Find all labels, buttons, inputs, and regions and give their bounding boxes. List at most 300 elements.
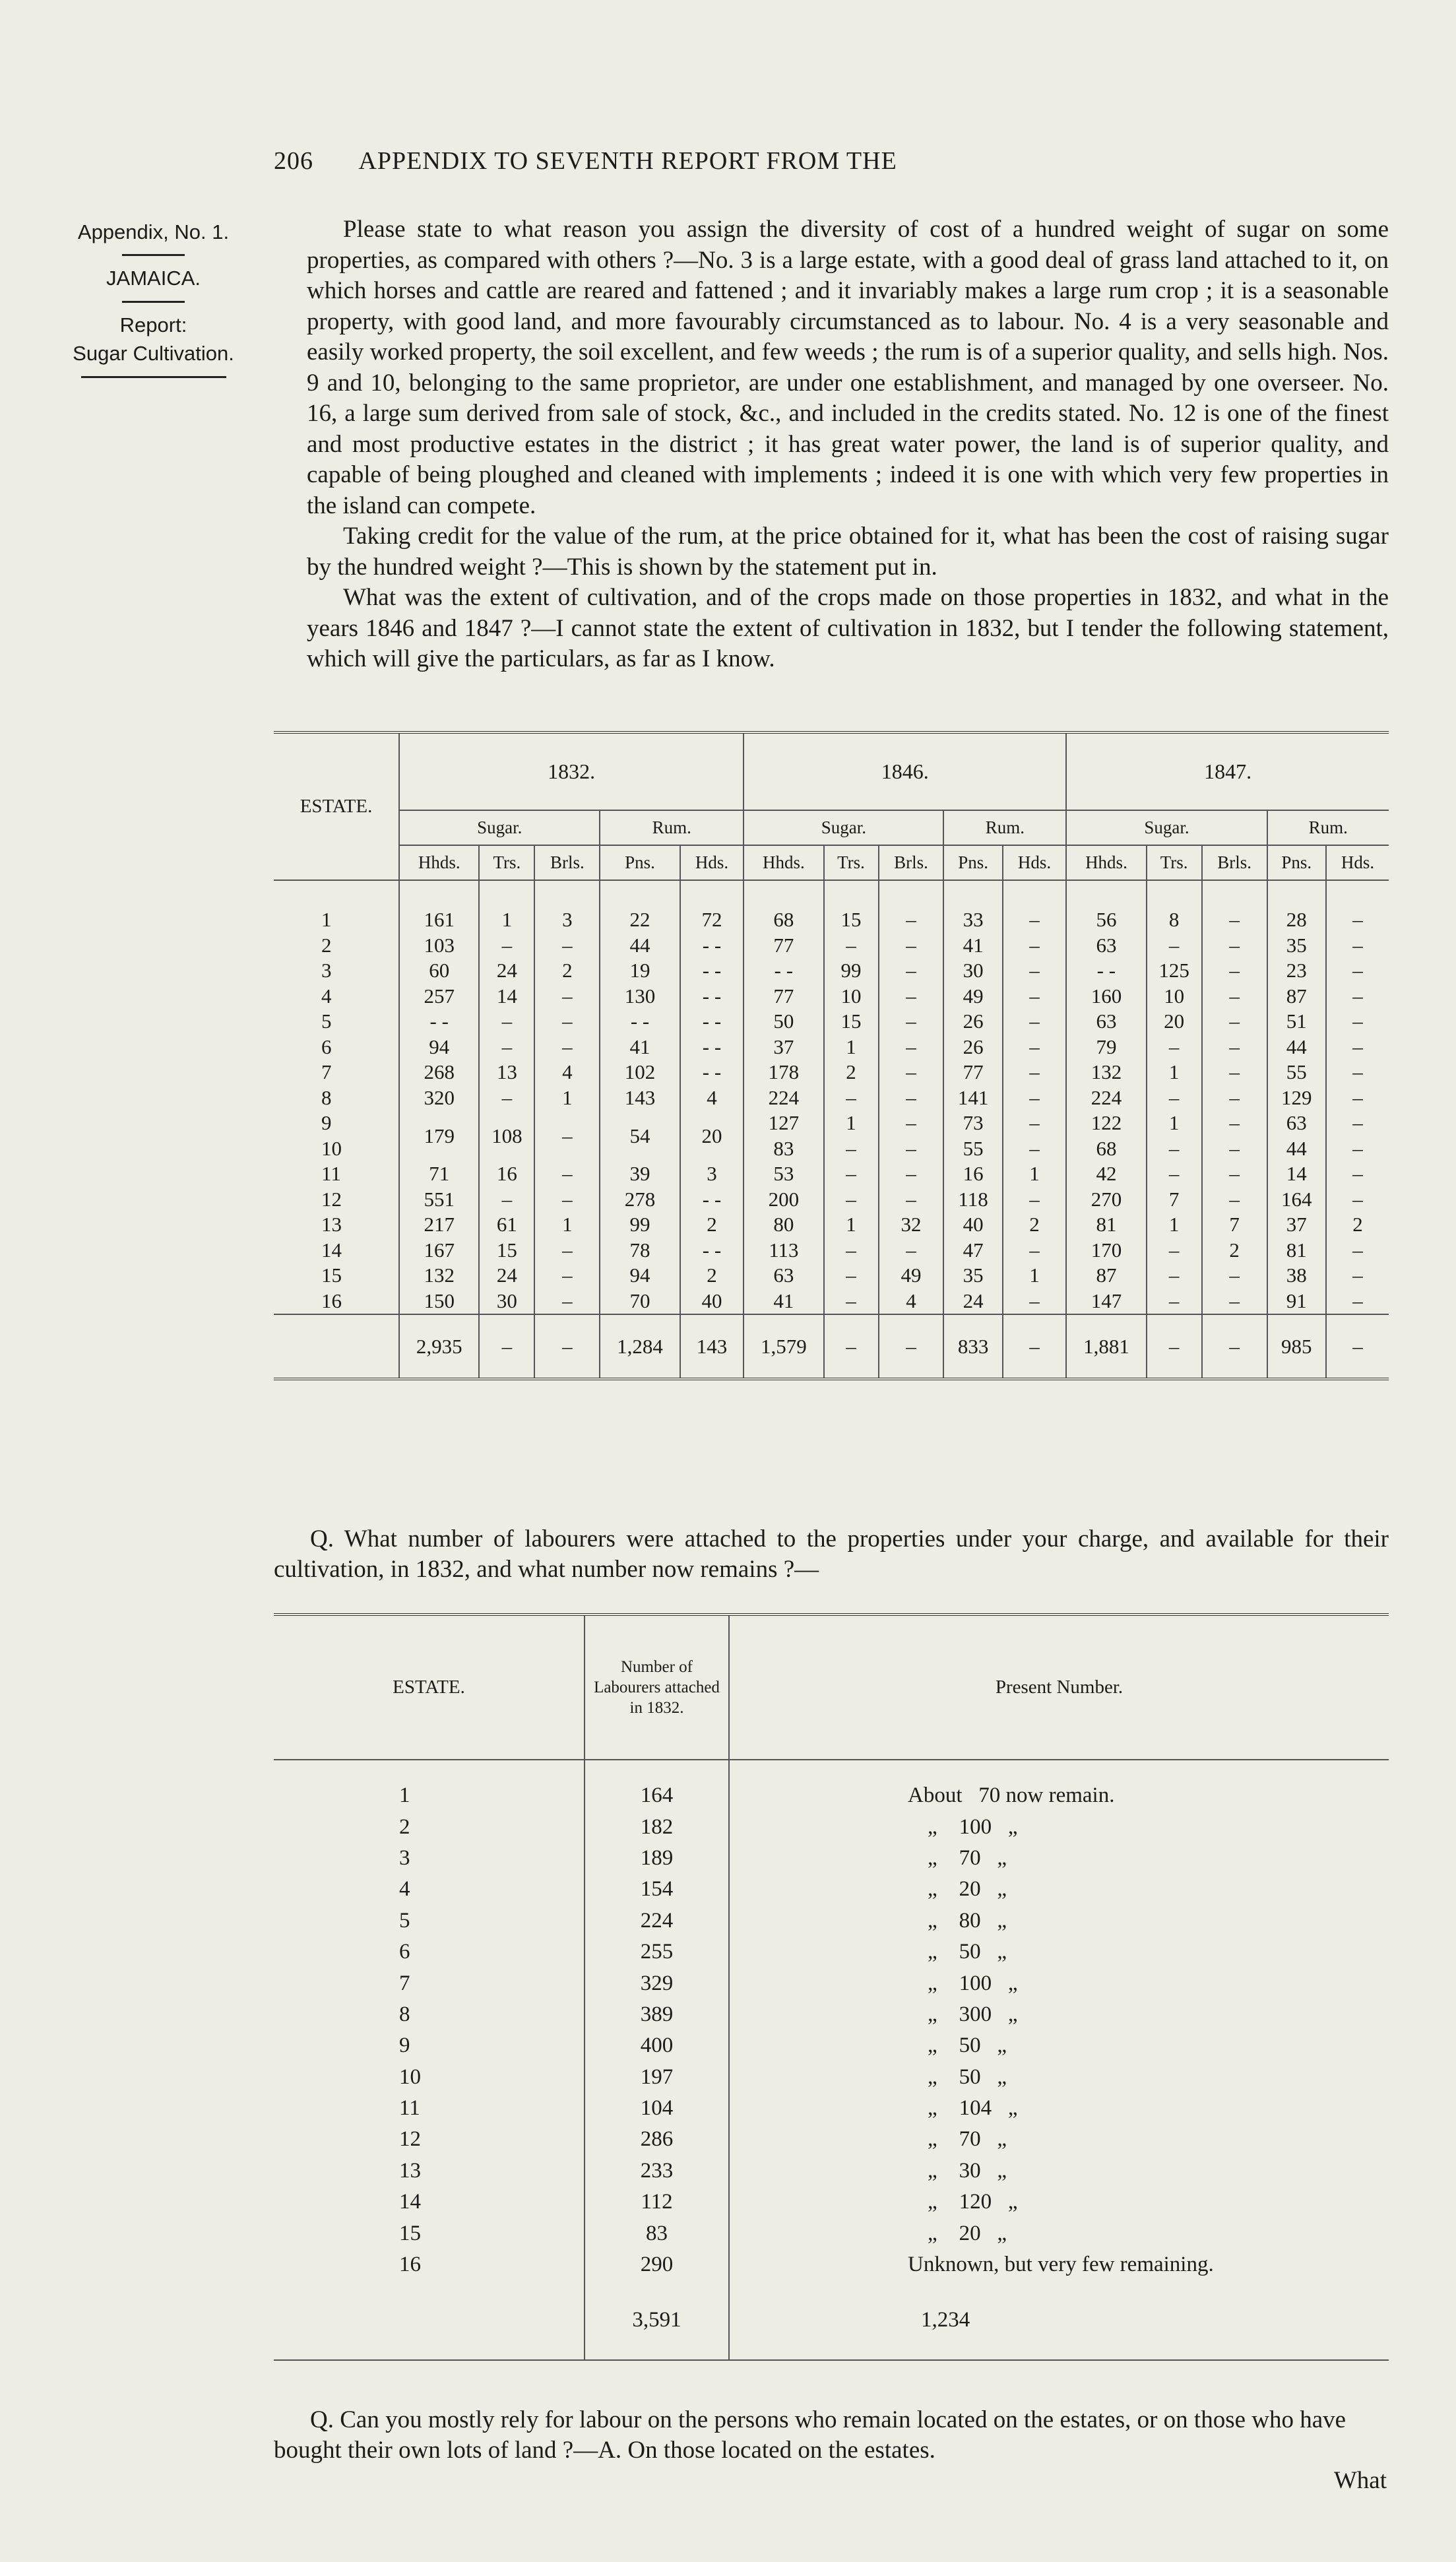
estate-number: 10 [399, 2065, 421, 2089]
crop-cell: 15 [824, 1009, 879, 1035]
crop-cell: – [1202, 1085, 1267, 1111]
labour-row [274, 2249, 1389, 2280]
crop-cell: 87 [1267, 984, 1326, 1009]
labourers-1832: 154 [585, 1874, 729, 1905]
crop-cell: 16 [943, 1161, 1002, 1187]
labourers-1832: 329 [585, 1968, 729, 1999]
labourers-1832: 233 [585, 2156, 729, 2187]
labour-row [274, 2218, 1389, 2249]
crop-cell: 1 [479, 880, 534, 933]
crop-cell: 147 [1066, 1289, 1146, 1315]
crop-cell: 44 [1267, 1035, 1326, 1060]
crop-total-cell: 2,935 [399, 1314, 479, 1379]
divider [81, 376, 226, 378]
present-number: About 70 now remain. [908, 1783, 1115, 1808]
crop-cell: – [824, 1289, 879, 1315]
estate-number: 13 [321, 1213, 342, 1236]
crop-cell: – [1147, 1263, 1202, 1289]
unit-header: Brls. [534, 845, 600, 880]
labour-row [274, 2156, 1389, 2187]
crop-row [274, 933, 1389, 959]
labour-row [274, 1811, 1389, 1842]
total-label [274, 2280, 585, 2360]
crop-cell: - - [680, 1035, 744, 1060]
topic-label: Sugar Cultivation. [73, 342, 234, 366]
crop-cell: – [1326, 1136, 1389, 1162]
crop-cell: 1 [534, 1085, 600, 1111]
crop-cell: 24 [479, 1263, 534, 1289]
crop-row [274, 1009, 1389, 1035]
question-reliance: Q. Can you mostly rely for labour on the persons who remain located on the estates, or on those who have bought their own lots of land ?—A. On those located on the estates. [274, 2406, 1346, 2464]
crop-cell: – [879, 1060, 944, 1085]
crop-cell: 37 [1267, 1212, 1326, 1238]
divider [122, 254, 185, 256]
crop-cell: 35 [943, 1263, 1002, 1289]
crop-cell: 103 [399, 933, 479, 959]
crop-cell: 15 [479, 1238, 534, 1264]
crop-cell: – [1147, 1035, 1202, 1060]
crop-cell: 200 [744, 1187, 823, 1213]
present-number: „ 300 „ [928, 2002, 1018, 2026]
crop-cell: 23 [1267, 958, 1326, 984]
crop-cell: 2 [534, 958, 600, 984]
rum-header: Rum. [600, 810, 744, 845]
crop-cell: – [879, 1110, 944, 1136]
estate-number: 4 [399, 1877, 410, 1902]
crop-cell: – [534, 1289, 600, 1315]
crop-cell: 167 [399, 1238, 479, 1264]
crop-cell: 68 [1066, 1136, 1146, 1162]
crop-row [274, 1060, 1389, 1085]
crop-row [274, 1035, 1389, 1060]
crop-cell: 102 [600, 1060, 680, 1085]
crop-cell: 2 [824, 1060, 879, 1085]
crop-cell: – [1326, 1060, 1389, 1085]
jamaica-label: JAMAICA. [106, 267, 201, 290]
crop-cell: – [1202, 1289, 1267, 1315]
estate-number: 1 [399, 1783, 410, 1808]
crop-cell: – [824, 1238, 879, 1264]
labourers-1832: 164 [585, 1760, 729, 1811]
crop-cell: 13 [479, 1060, 534, 1085]
crop-cell: – [1326, 1289, 1389, 1315]
crop-total-cell: – [824, 1314, 879, 1379]
crop-cell: 2 [1003, 1212, 1067, 1238]
crop-cell: – [1003, 1289, 1067, 1315]
crop-cell: – [1003, 1035, 1067, 1060]
crop-cell: 41 [744, 1289, 823, 1315]
crop-cell: – [1003, 1110, 1067, 1136]
labour-row [274, 1843, 1389, 1874]
labourers-1832: 224 [585, 1905, 729, 1937]
crop-cell: – [1326, 880, 1389, 933]
crop-cell: – [534, 1110, 600, 1161]
labour-row [274, 1968, 1389, 1999]
crop-cell: – [1003, 933, 1067, 959]
year-header: 1832. [399, 732, 744, 810]
crop-row [274, 1085, 1389, 1111]
crop-cell: – [1147, 1136, 1202, 1162]
labour-total-row [274, 2280, 1389, 2360]
crop-cell: – [879, 1238, 944, 1264]
crop-cell: 1 [1147, 1212, 1202, 1238]
crop-cell: 83 [744, 1136, 823, 1162]
crop-cell: – [1147, 933, 1202, 959]
crop-cell: 56 [1066, 880, 1146, 933]
labour-row [274, 2124, 1389, 2155]
crop-row [274, 984, 1389, 1009]
crop-cell: 108 [479, 1110, 534, 1161]
crop-cell: 1 [534, 1212, 600, 1238]
unit-header: Hhds. [399, 845, 479, 880]
crop-row [274, 1212, 1389, 1238]
crop-cell: 2 [680, 1263, 744, 1289]
labourers-1832: 104 [585, 2093, 729, 2124]
crop-cell: - - [680, 984, 744, 1009]
crop-cell: 320 [399, 1085, 479, 1111]
crop-cell: – [534, 933, 600, 959]
crop-cell: – [479, 1187, 534, 1213]
crop-cell: – [824, 1263, 879, 1289]
crop-cell: 47 [943, 1238, 1002, 1264]
crop-cell: 4 [680, 1085, 744, 1111]
estate-number: 16 [399, 2253, 421, 2277]
page-header [274, 146, 897, 176]
crop-cell: 8 [1147, 880, 1202, 933]
crop-cell: – [1202, 958, 1267, 984]
crop-cell: – [1326, 958, 1389, 984]
crop-row [274, 880, 1389, 933]
crop-cell: 22 [600, 880, 680, 933]
estate-number: 4 [321, 984, 332, 1008]
unit-header: Hhds. [744, 845, 823, 880]
estate-number: 12 [321, 1187, 342, 1211]
crop-cell: – [1326, 1238, 1389, 1264]
estate-number: 11 [321, 1162, 341, 1186]
present-number: „ 50 „ [928, 2034, 1007, 2058]
estate-number: 5 [399, 1908, 410, 1933]
labourers-1832: 197 [585, 2062, 729, 2093]
crop-cell: – [479, 933, 534, 959]
crop-cell: 33 [943, 880, 1002, 933]
crop-cell: 30 [479, 1289, 534, 1315]
crop-cell: – [1202, 984, 1267, 1009]
crop-cell: 94 [399, 1035, 479, 1060]
crop-cell: – [879, 1187, 944, 1213]
report-label: Report: [119, 313, 187, 336]
present-number: „ 104 „ [928, 2096, 1018, 2121]
crop-cell: – [879, 1009, 944, 1035]
crop-cell: – [1202, 1009, 1267, 1035]
crop-cell: – [534, 984, 600, 1009]
crop-cell: 99 [824, 958, 879, 984]
labourers-1832: 189 [585, 1843, 729, 1874]
crop-cell: – [879, 1161, 944, 1187]
crop-cell: 257 [399, 984, 479, 1009]
crop-cell: – [1326, 1161, 1389, 1187]
crop-cell: – [824, 933, 879, 959]
crop-cell: – [1202, 1060, 1267, 1085]
crop-cell: 53 [744, 1161, 823, 1187]
crop-cell: – [824, 1161, 879, 1187]
crop-cell: – [1202, 1136, 1267, 1162]
sugar-header: Sugar. [744, 810, 943, 845]
crop-cell: – [479, 1085, 534, 1111]
crop-cell: - - [680, 1009, 744, 1035]
crop-total-cell: – [1202, 1314, 1267, 1379]
crop-cell: 118 [943, 1187, 1002, 1213]
crop-cell: 94 [600, 1263, 680, 1289]
crop-total-cell: 1,579 [744, 1314, 823, 1379]
paragraph: Please state to what reason you assign the diversity of cost of a hundred weight of sugar on some properties, as compared with others ?—No. 3 is a large estate, with a good deal of grass land attached to it, on which horses and cattle are reared and fattened ; and it invariably makes a large rum crop ; it is a seasonable property, with good land, and more favourably circumstanced as to labour. No. 4 is a very seasonable and easily worked property, the soil excellent, and few weeds ; the rum is of a superior quality, and sells high. Nos. 9 and 10, belonging to the same proprietor, are under one establishment, and managed by one overseer. No. 16, a large sum derived from sale of stock, &c., and included in the credits stated. No. 12 is one of the finest and most productive estates in the district ; it has great water power, the land is of superior quality, and capable of being ploughed and cleaned with implements ; indeed it is one with which very few properties in the island can compete. [307, 216, 1389, 519]
present-number: „ 100 „ [928, 1971, 1018, 1995]
crop-total-cell: – [534, 1314, 600, 1379]
crop-cell: 4 [879, 1289, 944, 1315]
crop-row [274, 1289, 1389, 1315]
crop-cell: 51 [1267, 1009, 1326, 1035]
crop-cell: 15 [824, 880, 879, 933]
running-title: APPENDIX TO SEVENTH REPORT FROM THE [358, 147, 897, 175]
estate-number: 5 [321, 1009, 332, 1033]
crop-cell: – [1003, 984, 1067, 1009]
crop-cell: 99 [600, 1212, 680, 1238]
crop-cell: – [879, 958, 944, 984]
crop-cell: – [1003, 880, 1067, 933]
crop-cell: 26 [943, 1009, 1002, 1035]
crop-cell: 2 [680, 1212, 744, 1238]
labour-row [274, 2030, 1389, 2061]
estate-number: 7 [321, 1060, 332, 1084]
crop-cell: 44 [600, 933, 680, 959]
labour-row [274, 1905, 1389, 1937]
total-label [274, 1314, 399, 1379]
crop-cell: – [1202, 880, 1267, 933]
crop-cell: 39 [600, 1161, 680, 1187]
crop-table-body [274, 880, 1389, 1379]
crop-cell: 14 [1267, 1161, 1326, 1187]
crop-cell: 68 [744, 880, 823, 933]
estate-header: ESTATE. [274, 732, 399, 880]
crop-cell: 77 [943, 1060, 1002, 1085]
crop-cell: - - [680, 1187, 744, 1213]
crop-cell: 63 [744, 1263, 823, 1289]
crop-row [274, 1161, 1389, 1187]
crop-cell: 28 [1267, 880, 1326, 933]
crop-cell: - - [744, 958, 823, 984]
crop-cell: 41 [943, 933, 1002, 959]
crop-cell: – [879, 1136, 944, 1162]
crop-cell: 81 [1066, 1212, 1146, 1238]
crop-cell: 20 [1147, 1009, 1202, 1035]
labour-row [274, 1874, 1389, 1905]
crop-cell: 77 [744, 933, 823, 959]
crop-cell: 41 [600, 1035, 680, 1060]
unit-header: Brls. [879, 845, 944, 880]
crop-cell: – [879, 984, 944, 1009]
present-number: „ 120 „ [928, 2190, 1018, 2214]
crop-cell: - - [680, 1060, 744, 1085]
crop-cell: – [1147, 1161, 1202, 1187]
crop-cell: 55 [943, 1136, 1002, 1162]
crop-cell: – [879, 880, 944, 933]
labourers-1832: 255 [585, 1937, 729, 1968]
crop-cell: 26 [943, 1035, 1002, 1060]
estate-number: 2 [399, 1814, 410, 1839]
crop-cell: 24 [479, 958, 534, 984]
crop-cell: - - [680, 1238, 744, 1264]
sugar-header: Sugar. [1066, 810, 1267, 845]
labour-row [274, 1937, 1389, 1968]
present-number: „ 100 „ [928, 1814, 1018, 1839]
labour-row [274, 2187, 1389, 2218]
crop-cell: 16 [479, 1161, 534, 1187]
crop-total-cell: 143 [680, 1314, 744, 1379]
crop-cell: – [1202, 1035, 1267, 1060]
estate-number: 16 [321, 1289, 342, 1312]
estate-number: 12 [399, 2127, 421, 2152]
crop-cell: – [1326, 1085, 1389, 1111]
present-number-header: Present Number. [729, 1615, 1389, 1760]
crop-cell: – [1326, 933, 1389, 959]
question-labourers: Q. What number of labourers were attached to the properties under your charge, and available for their cultivation, in 1832, and what number now remains ?— [274, 1525, 1389, 1583]
present-number: „ 70 „ [928, 2127, 1007, 2152]
crop-cell: – [1326, 1263, 1389, 1289]
crop-cell: 73 [943, 1110, 1002, 1136]
crop-cell: – [1003, 1085, 1067, 1111]
labour-table-body [274, 1760, 1389, 2360]
estate-number: 14 [321, 1238, 342, 1262]
labourers-1832: 389 [585, 1999, 729, 2030]
crop-cell: 32 [879, 1212, 944, 1238]
crop-cell: 2 [1202, 1238, 1267, 1264]
crop-cell: 161 [399, 880, 479, 933]
labourers-1832: 83 [585, 2218, 729, 2249]
crop-cell: 178 [744, 1060, 823, 1085]
unit-header: Trs. [824, 845, 879, 880]
crop-cell: 20 [680, 1110, 744, 1161]
present-number-total: 1,234 [729, 2280, 1389, 2360]
estate-number: 3 [399, 1845, 410, 1870]
labourers-1832-header: Number of Labourers attached in 1832. [585, 1615, 729, 1760]
present-number: „ 50 „ [928, 2065, 1007, 2089]
crop-cell: 122 [1066, 1110, 1146, 1136]
rum-header: Rum. [943, 810, 1066, 845]
crop-total-cell: 985 [1267, 1314, 1326, 1379]
crop-total-cell: – [1147, 1314, 1202, 1379]
crop-cell: – [1147, 1238, 1202, 1264]
crop-total-row [274, 1314, 1389, 1379]
crop-cell: – [824, 1085, 879, 1111]
crop-cell: – [1202, 1110, 1267, 1136]
crop-cell: - - [1066, 958, 1146, 984]
crop-cell: 1 [1003, 1263, 1067, 1289]
crop-cell: 132 [399, 1263, 479, 1289]
estate-number: 3 [321, 959, 332, 982]
labour-row [274, 2093, 1389, 2124]
crop-cell: – [1326, 1035, 1389, 1060]
present-number: Unknown, but very few remaining. [908, 2253, 1214, 2277]
labourers-1832: 112 [585, 2187, 729, 2218]
crop-cell: 125 [1147, 958, 1202, 984]
crop-cell: 170 [1066, 1238, 1146, 1264]
crop-cell: – [879, 1035, 944, 1060]
unit-header: Hds. [1326, 845, 1389, 880]
crop-cell: – [1326, 1187, 1389, 1213]
crop-cell: 79 [1066, 1035, 1146, 1060]
crop-cell: - - [680, 933, 744, 959]
unit-header: Trs. [1147, 845, 1202, 880]
crop-total-cell: – [1003, 1314, 1067, 1379]
crop-cell: 278 [600, 1187, 680, 1213]
crop-cell: 55 [1267, 1060, 1326, 1085]
sugar-header: Sugar. [399, 810, 600, 845]
estate-number: 11 [399, 2096, 420, 2121]
estate-number: 1 [321, 908, 332, 932]
crop-cell: – [1326, 1110, 1389, 1136]
crop-total-cell: 833 [943, 1314, 1002, 1379]
crop-cell: 7 [1202, 1212, 1267, 1238]
estate-number: 8 [399, 2002, 410, 2026]
estate-number: 10 [321, 1136, 342, 1160]
year-header: 1847. [1066, 732, 1389, 810]
crop-cell: – [824, 1187, 879, 1213]
crop-cell: 2 [1326, 1212, 1389, 1238]
crop-cell: - - [399, 1009, 479, 1035]
labour-row [274, 1999, 1389, 2030]
crop-cell: 132 [1066, 1060, 1146, 1085]
crop-cell: 113 [744, 1238, 823, 1264]
crop-cell: 40 [680, 1289, 744, 1315]
present-number: „ 70 „ [928, 1845, 1007, 1870]
present-number: „ 30 „ [928, 2158, 1007, 2183]
estate-number: 6 [321, 1035, 332, 1058]
crop-cell: – [534, 1161, 600, 1187]
crop-cell: 3 [680, 1161, 744, 1187]
crop-cell: 71 [399, 1161, 479, 1187]
labour-table [274, 1613, 1389, 2361]
crop-cell: 77 [744, 984, 823, 1009]
labour-row [274, 1760, 1389, 1811]
crop-cell: 44 [1267, 1136, 1326, 1162]
crop-cell: 1 [1003, 1161, 1067, 1187]
crop-cell: 224 [744, 1085, 823, 1111]
crop-cell: 50 [744, 1009, 823, 1035]
crop-cell: 164 [1267, 1187, 1326, 1213]
estate-number: 15 [321, 1264, 342, 1287]
crop-cell: 141 [943, 1085, 1002, 1111]
crop-cell: 4 [534, 1060, 600, 1085]
crop-cell: 35 [1267, 933, 1326, 959]
labourers-1832: 290 [585, 2249, 729, 2280]
crop-cell: 63 [1267, 1110, 1326, 1136]
page-number: 206 [274, 147, 313, 175]
estate-number: 2 [321, 933, 332, 957]
crop-cell: – [1003, 1009, 1067, 1035]
crop-cell: – [879, 1085, 944, 1111]
paragraph: Taking credit for the value of the rum, at the price obtained for it, what has been the cost of raising sugar by the hundred weight ?—This is shown by the statement put in. [307, 523, 1389, 581]
crop-cell: 91 [1267, 1289, 1326, 1315]
crop-cell: – [824, 1136, 879, 1162]
crop-cell: 38 [1267, 1263, 1326, 1289]
crop-row [274, 1238, 1389, 1264]
estate-number: 14 [399, 2190, 421, 2214]
crop-cell: – [1202, 1187, 1267, 1213]
estate-header: ESTATE. [274, 1615, 585, 1760]
crop-cell: 10 [1147, 984, 1202, 1009]
crop-cell: 24 [943, 1289, 1002, 1315]
crop-cell: – [1326, 984, 1389, 1009]
crop-cell: – [1202, 1263, 1267, 1289]
